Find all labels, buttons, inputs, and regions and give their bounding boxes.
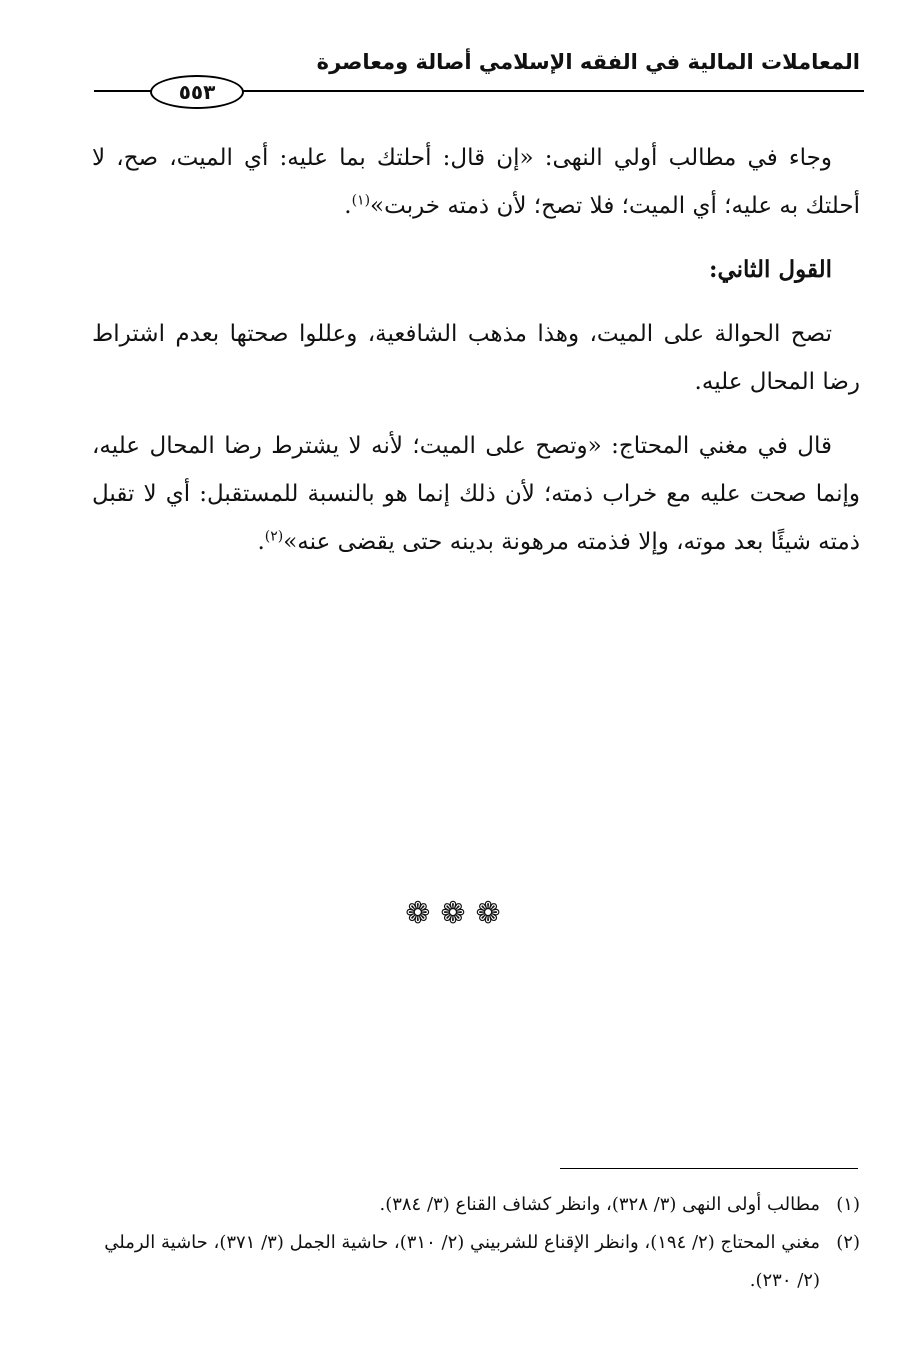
running-header-title: المعاملات المالية في الفقه الإسلامي أصالة ومعاصرة <box>316 50 860 74</box>
paragraph-2 <box>92 310 860 406</box>
paragraph-2-text: تصح الحوالة على الميت، وهذا مذهب الشافعية، وعللوا صحتها بعدم اشتراط رضا المحال عليه. <box>92 321 860 395</box>
section-heading-text: القول الثاني: <box>708 256 832 283</box>
section-heading-second-opinion <box>92 246 860 294</box>
footnote-2-number: (٢) <box>836 1232 860 1253</box>
footnote-rule <box>560 1168 858 1169</box>
paragraph-3-text: قال في مغني المحتاج: «وتصح على الميت؛ لأنه لا يشترط رضا المحال عليه، وإنما صحت عليه مع خراب ذمته؛ لأن ذلك إنما هو بالنسبة للمستقبل: أي لا تقبل ذمته شيئًا بعد موته، وإلا فذمته مرهونة بدينه حتى يقضى عنه» <box>92 433 860 555</box>
paragraph-1 <box>92 134 860 230</box>
paragraph-1-text: وجاء في مطالب أولي النهى: «إن قال: أحلتك بما عليه: أي الميت، صح، لا أحلتك به عليه؛ أي الميت؛ فلا تصح؛ لأن ذمته خربت» <box>92 145 860 219</box>
section-divider-ornament: ❁❁❁ <box>405 896 511 931</box>
paragraph-3-end: . <box>257 529 265 555</box>
footnote-2 <box>92 1224 860 1300</box>
footnote-1 <box>92 1186 860 1224</box>
paragraph-1-end: . <box>344 193 352 219</box>
footnote-2-text: مغني المحتاج (٢/ ١٩٤)، وانظر الإقناع للشربيني (٢/ ٣١٠)، حاشية الجمل (٣/ ٣٧١)، حاشية الرملي (٢/ ٢٣٠). <box>104 1232 820 1291</box>
footnote-1-text: مطالب أولى النهى (٣/ ٣٢٨)، وانظر كشاف القناع (٣/ ٣٨٤). <box>379 1194 820 1215</box>
footnotes <box>92 1186 860 1300</box>
footnote-ref-2[interactable]: (٢) <box>264 528 284 545</box>
footnote-ref-1[interactable]: (١) <box>351 192 371 209</box>
footnote-1-number: (١) <box>836 1194 860 1215</box>
paragraph-3 <box>92 422 860 566</box>
page-number: ٥٥٣ <box>150 75 244 109</box>
